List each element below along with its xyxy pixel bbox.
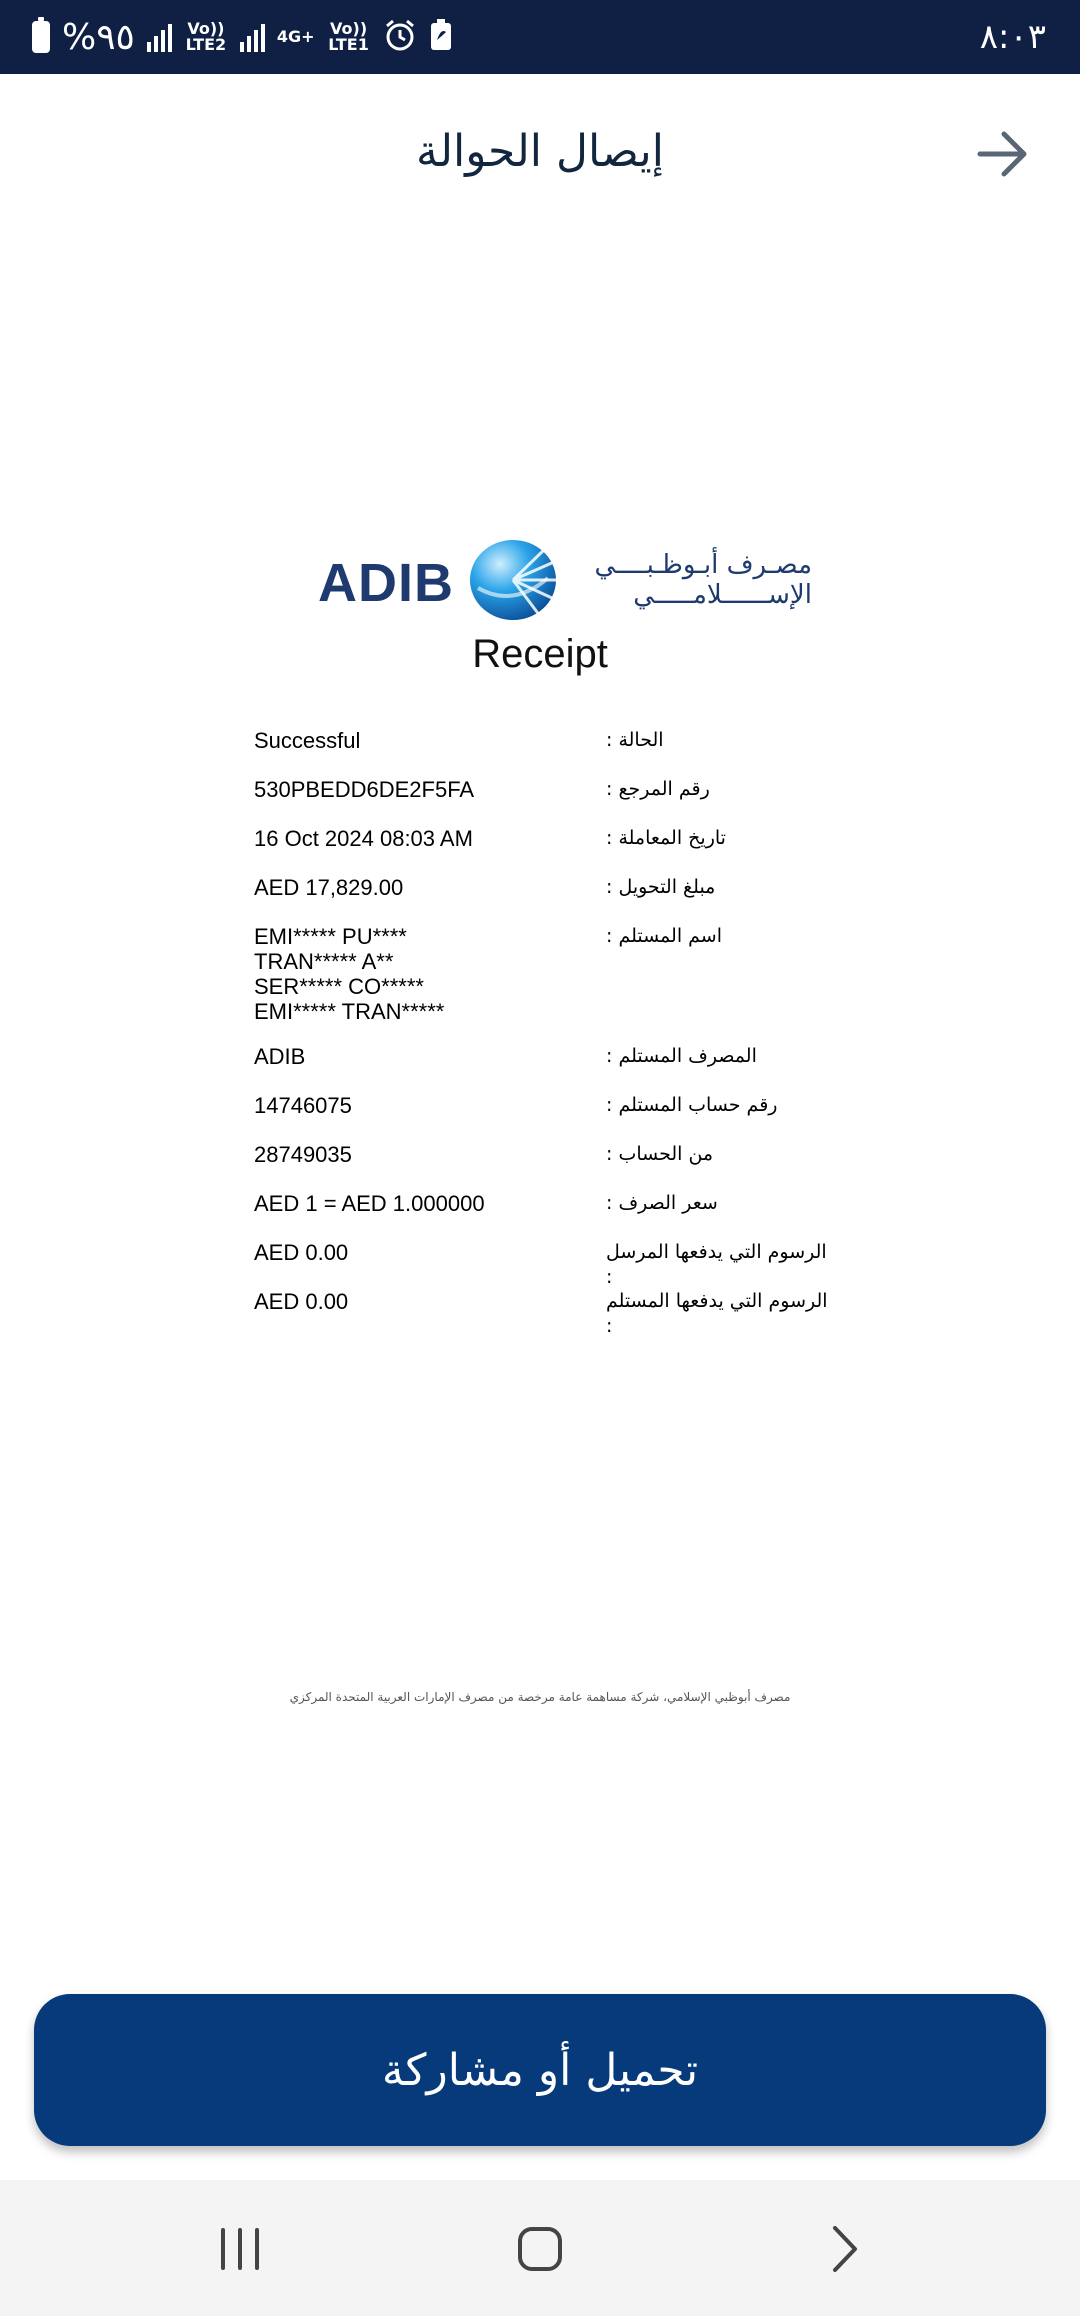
- beneficiary-name-value: EMI***** PU**** TRAN***** A** SER***** CO***** EMI***** TRAN*****: [254, 924, 445, 1024]
- recent-apps-icon: [215, 2224, 265, 2274]
- logo-brand-ar-line2: الإســــــلامـــــي: [633, 580, 812, 610]
- status-label: الحالة :: [606, 729, 664, 751]
- battery-icon: [32, 21, 50, 53]
- row-transaction-date: [254, 826, 834, 855]
- network-type-indicator: 4G+: [276, 27, 315, 46]
- page-title: إيصال الحوالة: [416, 126, 664, 177]
- exchange-rate-label: سعر الصرف :: [606, 1192, 718, 1214]
- beneficiary-fees-value: AED 0.00: [254, 1289, 349, 1314]
- logo-brand-en: ADIB: [318, 553, 454, 613]
- arrow-right-icon: [966, 122, 1038, 186]
- exchange-rate-value: AED 1 = AED 1.000000: [254, 1191, 485, 1216]
- back-button[interactable]: [966, 122, 1038, 186]
- download-share-button[interactable]: تحميل أو مشاركة: [34, 1994, 1046, 2146]
- signal-icon: [147, 22, 172, 52]
- globe-logo-icon: [468, 538, 558, 622]
- back-nav-button[interactable]: [804, 2214, 884, 2284]
- volte-lte2-indicator: Vo)) LTE2: [185, 19, 227, 54]
- signal-icon: [240, 22, 265, 52]
- system-nav-bar: [0, 2180, 1080, 2316]
- status-icons: [32, 0, 453, 74]
- alarm-icon: [383, 18, 417, 56]
- status-bar: [0, 0, 1080, 74]
- from-account-value: 28749035: [254, 1142, 352, 1167]
- battery-saver-icon: [429, 18, 453, 56]
- battery-percent: %٩٥: [62, 16, 135, 58]
- row-sender-fees: [254, 1240, 834, 1288]
- app-header: [0, 74, 1080, 234]
- row-exchange-rate: [254, 1191, 834, 1220]
- receipt-details: [254, 728, 834, 1338]
- transfer-amount-value: AED 17,829.00: [254, 875, 404, 900]
- row-beneficiary-bank: [254, 1044, 834, 1073]
- transaction-date-label: تاريخ المعاملة :: [606, 827, 726, 849]
- beneficiary-fees-label: الرسوم التي يدفعها المستلم :: [606, 1290, 828, 1337]
- beneficiary-account-value: 14746075: [254, 1093, 352, 1118]
- row-reference: [254, 777, 834, 806]
- row-beneficiary-account: [254, 1093, 834, 1122]
- logo-brand-ar: [578, 550, 812, 610]
- clock: ٨:٠٣: [979, 17, 1046, 57]
- reference-label: رقم المرجع :: [606, 778, 710, 800]
- transaction-date-value: 16 Oct 2024 08:03 AM: [254, 826, 473, 851]
- beneficiary-account-label: رقم حساب المستلم :: [606, 1094, 778, 1116]
- reference-value: 530PBEDD6DE2F5FA: [254, 777, 475, 802]
- recent-apps-button[interactable]: [200, 2214, 280, 2284]
- beneficiary-name-label: اسم المستلم :: [606, 925, 722, 947]
- logo-brand-ar-line1: مصـرف أبـوظـبــــي: [594, 550, 812, 580]
- sender-fees-value: AED 0.00: [254, 1240, 349, 1265]
- volte-lte1-indicator: Vo)) LTE1: [328, 19, 369, 54]
- row-transfer-amount: [254, 875, 834, 904]
- adib-logo: [318, 538, 812, 624]
- status-value: Successful: [254, 728, 361, 753]
- from-account-label: من الحساب :: [606, 1143, 714, 1165]
- row-beneficiary-name: [254, 924, 834, 1024]
- sender-fees-label: الرسوم التي يدفعها المرسل :: [606, 1241, 827, 1288]
- row-status: [254, 728, 834, 757]
- chevron-right-icon: [819, 2224, 869, 2274]
- row-from-account: [254, 1142, 834, 1171]
- receipt-title: Receipt: [472, 632, 608, 676]
- beneficiary-bank-label: المصرف المستلم :: [606, 1045, 757, 1067]
- legal-footnote: مصرف أبوظبي الإسلامي، شركة مساهمة عامة مرخصة من مصرف الإمارات العربية المتحدة المركزي: [289, 1690, 791, 1704]
- row-beneficiary-fees: [254, 1289, 834, 1337]
- home-icon: [515, 2224, 565, 2274]
- home-button[interactable]: [500, 2214, 580, 2284]
- transfer-amount-label: مبلغ التحويل :: [606, 876, 716, 898]
- beneficiary-bank-value: ADIB: [254, 1044, 306, 1069]
